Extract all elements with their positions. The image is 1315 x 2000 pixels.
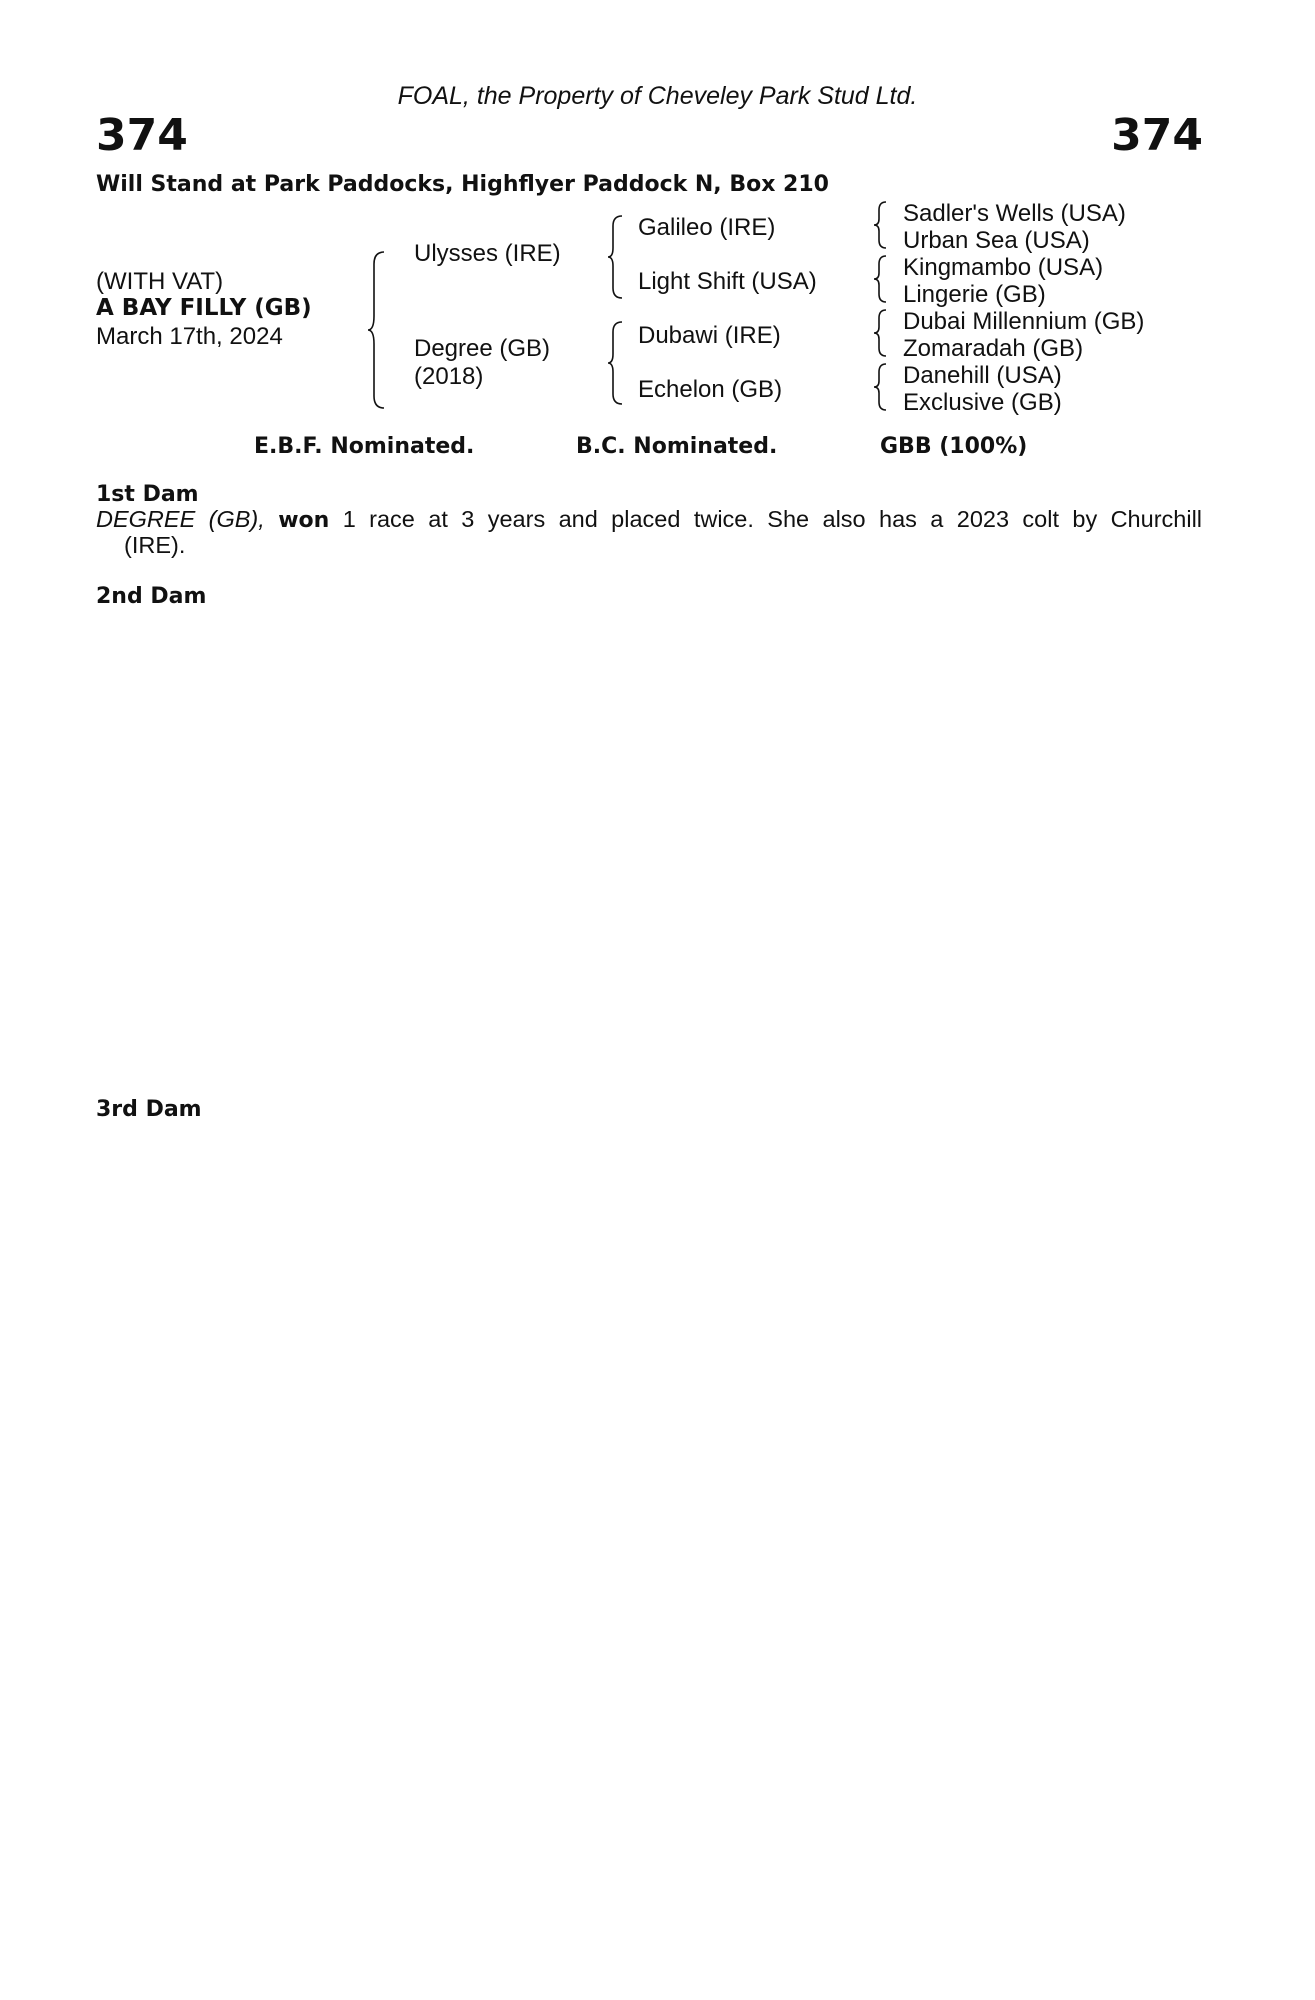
foal-brace [366,250,388,410]
gg-3: Kingmambo (USA) [903,254,1104,281]
dam-year: (2018) [414,363,484,390]
foal-vat: (WITH VAT) [96,268,224,295]
foal-dob: March 17th, 2024 [96,323,283,350]
sire-sire: Galileo (IRE) [638,214,776,241]
foal-name: A BAY FILLY (GB) [96,295,312,321]
bc-nominated: B.C. Nominated. [576,434,778,459]
lot-number-left: 374 [96,110,188,161]
sire-dam: Light Shift (USA) [638,268,817,295]
dam-dam: Echelon (GB) [638,376,783,403]
first-dam-line-2: (IRE). [124,532,186,558]
gbb-status: GBB (100%) [880,434,1028,459]
gg-5: Dubai Millennium (GB) [903,308,1145,335]
first-dam-heading: 1st Dam [96,482,199,507]
gg-6: Zomaradah (GB) [903,335,1084,362]
dam-sire: Dubawi (IRE) [638,322,781,349]
dam-brace [606,320,626,406]
first-dam-line-1: DEGREE (GB), won 1 race at 3 years and placed twice. She also has a 2023 colt by Churchill [96,506,1203,533]
gg-4: Lingerie (GB) [903,281,1046,308]
g-brace-1 [872,200,890,250]
ebf-nominated: E.B.F. Nominated. [254,434,475,459]
lot-number-right: 374 [1111,110,1203,161]
gg-8: Exclusive (GB) [903,389,1062,416]
gg-1: Sadler's Wells (USA) [903,200,1126,227]
g-brace-4 [872,362,890,412]
g-brace-3 [872,308,890,358]
gg-2: Urban Sea (USA) [903,227,1090,254]
sire: Ulysses (IRE) [414,240,561,267]
third-dam-heading: 3rd Dam [96,1097,202,1122]
g-brace-2 [872,254,890,304]
dam: Degree (GB) [414,335,551,362]
gg-7: Danehill (USA) [903,362,1062,389]
sire-brace [606,214,626,300]
stand-location: Will Stand at Park Paddocks, Highflyer Paddock N, Box 210 [96,172,829,197]
page-subtitle: FOAL, the Property of Cheveley Park Stud Ltd. [397,82,918,110]
second-dam-heading: 2nd Dam [96,584,207,609]
